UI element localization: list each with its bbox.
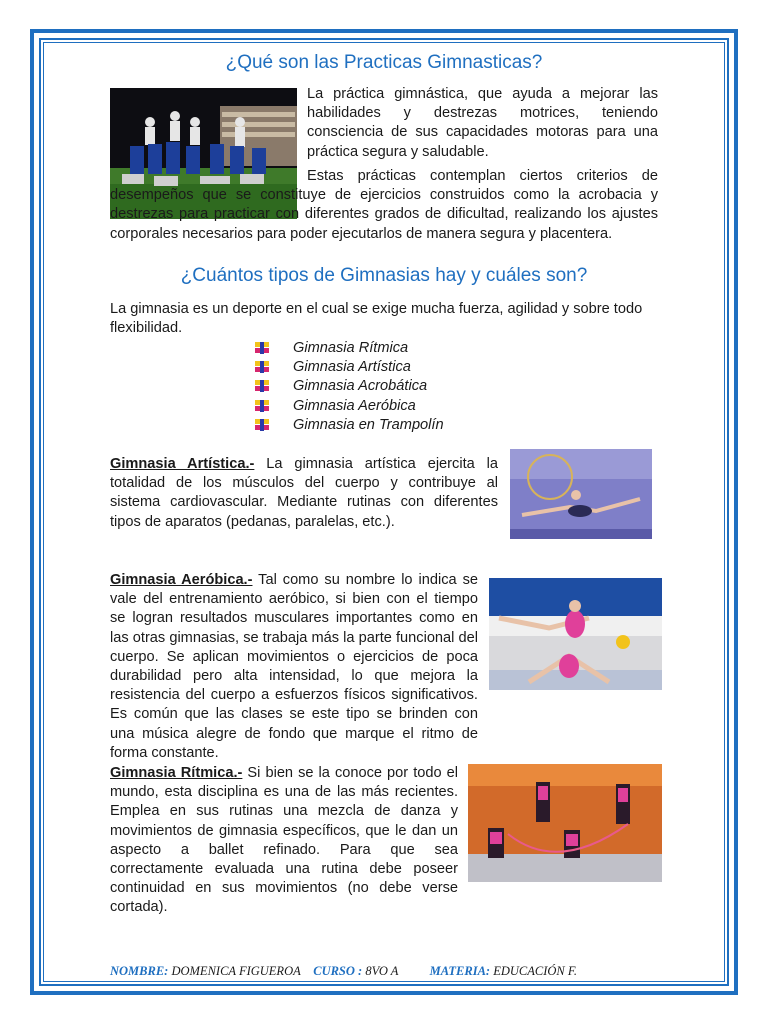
aerobica-paragraph	[110, 571, 478, 763]
aerobica-heading: Gimnasia Aeróbica.-	[110, 572, 253, 588]
curso-label: CURSO :	[313, 964, 363, 978]
artistica-text: La gimnasia artística ejercita la totalidad de los músculos del cuerpo y contribuye al sistema cardiovascular. Mediante rutinas con diferentes tipos de aparatos (pedanas, paralelas, etc.).	[110, 456, 498, 530]
bullet-icon	[255, 400, 269, 412]
section2-intro: La gimnasia es un deporte en el cual se exige mucha fuerza, agilidad y sobre todo flexibilidad.	[110, 301, 643, 337]
list-item-label: Gimnasia Aeróbica	[293, 397, 416, 414]
section2-title: ¿Cuántos tipos de Gimnasias hay y cuáles son?	[180, 265, 588, 286]
section1-paragraph-1: La práctica gimnástica, que ayuda a mejorar las habilidades y destrezas motrices, teniendo consciencia de sus capacidades motoras para una práctica segura y saludable.	[307, 86, 658, 160]
hoop-gymnast-photo	[510, 449, 652, 539]
section1-title: ¿Qué son las Practicas Gimnasticas?	[225, 52, 543, 73]
materia-value: EDUCACIÓN F.	[490, 964, 578, 978]
rhythmic-team-photo	[468, 764, 662, 882]
bullet-icon	[255, 419, 269, 431]
list-item	[255, 416, 444, 435]
aerobica-text: Tal como su nombre lo indica se vale del entrenamiento aeróbico, si bien con el tiempo se logran resultados musculares importantes como en las otras gimnasias, se trabaja más la parte funcional del cuerpo. Se aplican movimientos o ejercicios de poca durabilidad pero alta intensidad, lo que mejora la resistencia del cuerpo a esfuerzos físicos significativos. Es común que las clases se este tipo se brinden con una música alegre de fondo que marque el ritmo de forma constante.	[110, 572, 478, 761]
bullet-icon	[255, 361, 269, 373]
materia-label: MATERIA:	[429, 964, 491, 978]
list-item	[255, 357, 444, 376]
section1-paragraph-2: Estas prácticas contemplan ciertos criterios de desempeños que se constituye de ejercicios construidos como la acrobacia y destrezas para practicar con diferentes grados de dificultad, realizando los ajustes corporales necesarios para poder ejecutarlos de manera segura y placentera.	[110, 168, 658, 242]
list-item-label: Gimnasia Rítmica	[293, 339, 409, 356]
list-item-label: Gimnasia en Trampolín	[293, 417, 444, 434]
curso-value: 8VO A	[362, 964, 399, 978]
gymnastics-types-list	[255, 338, 444, 435]
bullet-icon	[255, 380, 269, 392]
bullet-icon	[255, 342, 269, 354]
ritmica-text: Si bien se la conoce por todo el mundo, esta disciplina es una de las más recientes. Emplea en sus rutinas una mezcla de danza y movimientos de gimnasia específicos, que le dan un aspecto a ballet refinado. Para que sea correctamente evaluada una rutina debe poseer continuidad en sus movimientos (no debe verse cortada).	[110, 765, 458, 916]
ritmica-heading: Gimnasia Rítmica.-	[110, 765, 243, 781]
nombre-value: DOMENICA FIGUEROA	[168, 964, 301, 978]
list-item	[255, 338, 444, 357]
ritmica-paragraph	[110, 764, 458, 918]
artistica-heading: Gimnasia Artística.-	[110, 456, 255, 472]
list-item-label: Gimnasia Artística	[293, 359, 411, 376]
list-item	[255, 377, 444, 396]
nombre-label: NOMBRE:	[110, 964, 169, 978]
list-item	[255, 396, 444, 415]
aerobic-gymnasts-photo	[489, 578, 662, 690]
artistica-paragraph	[110, 455, 498, 532]
footer-info	[110, 964, 577, 979]
list-item-label: Gimnasia Acrobática	[293, 378, 428, 395]
